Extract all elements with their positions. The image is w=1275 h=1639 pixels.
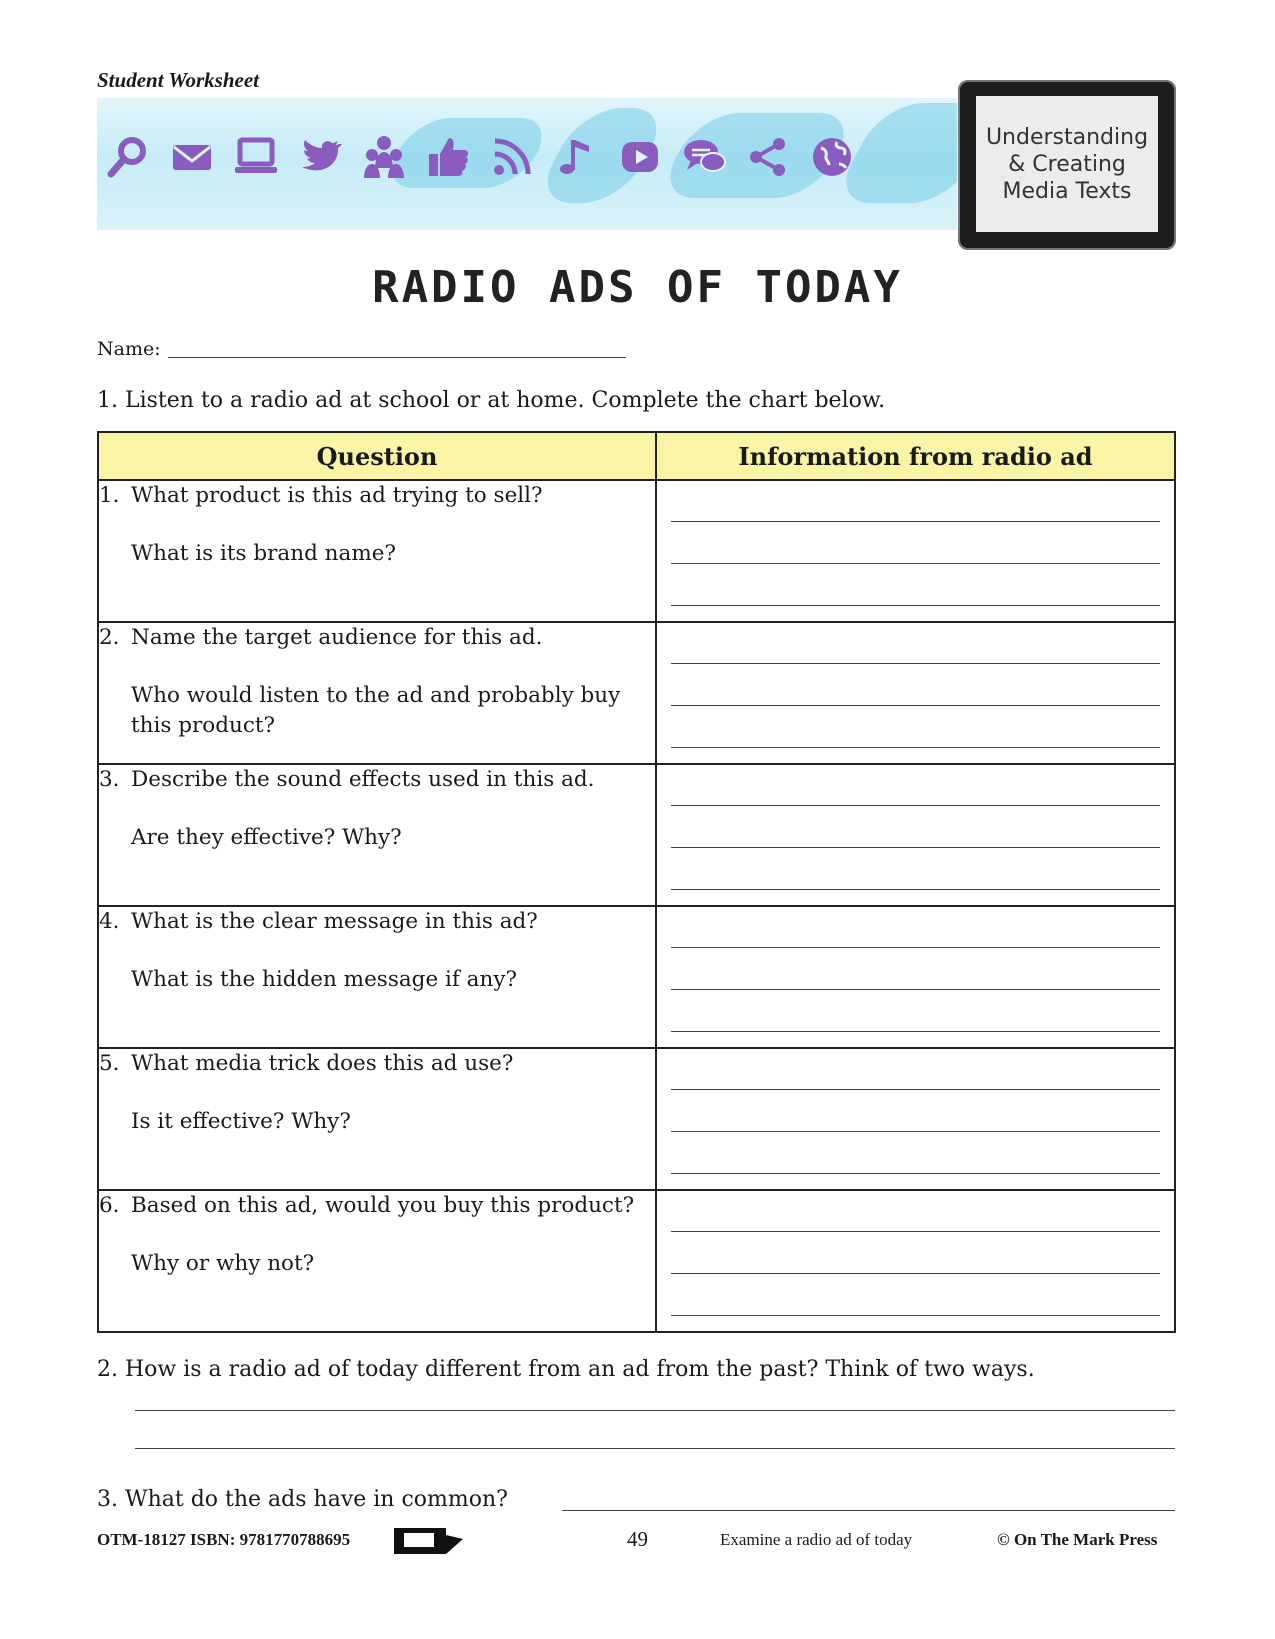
- answer-line[interactable]: [671, 847, 1160, 848]
- question-text: What media trick does this ad use?: [131, 1051, 514, 1076]
- tablet-line-1: Understanding: [985, 124, 1149, 150]
- table-row: [98, 906, 1175, 1048]
- question-subtext: What is its brand name?: [131, 541, 396, 566]
- answer-line[interactable]: [671, 663, 1160, 664]
- question-subtext: Are they effective? Why?: [131, 825, 402, 850]
- answer-line[interactable]: [671, 747, 1160, 748]
- answer-line[interactable]: [671, 521, 1160, 522]
- question-number: 2.: [99, 625, 120, 650]
- answer-cell[interactable]: [656, 480, 1175, 622]
- question-number: 1.: [99, 483, 120, 508]
- table-row: [98, 764, 1175, 906]
- tablet-line-3: Media Texts: [1002, 178, 1132, 204]
- question-number: 3.: [99, 767, 120, 792]
- table-row: [98, 480, 1175, 622]
- chart-header-row: [98, 432, 1175, 480]
- name-label: Name:: [97, 338, 161, 360]
- table-row: [98, 1190, 1175, 1332]
- question-number: 5.: [99, 1051, 120, 1076]
- page-title: RADIO ADS OF TODAY: [372, 262, 903, 313]
- thumbs-up-icon: [425, 134, 471, 180]
- answer-line[interactable]: [671, 605, 1160, 606]
- music-note-icon: [553, 134, 599, 180]
- question-1-prompt: 1. Listen to a radio ad at school or at home. Complete the chart below.: [97, 388, 886, 413]
- footer-topic: Examine a radio ad of today: [720, 1530, 913, 1549]
- media-icons-row: [105, 134, 855, 180]
- answer-line[interactable]: [671, 1089, 1160, 1090]
- group-icon: [361, 134, 407, 180]
- question-cell: [98, 764, 656, 906]
- table-row: [98, 1048, 1175, 1190]
- question-text: Name the target audience for this ad.: [131, 625, 543, 650]
- header-question: Question: [98, 432, 656, 480]
- chat-bubbles-icon: [681, 134, 727, 180]
- answer-line[interactable]: [671, 705, 1160, 706]
- tablet-badge: [958, 80, 1176, 250]
- globe-icon: [809, 134, 855, 180]
- question-cell: [98, 1048, 656, 1190]
- footer-code: OTM-18127 ISBN: 9781770788695: [97, 1530, 351, 1549]
- question-text: Based on this ad, would you buy this product?: [131, 1193, 635, 1218]
- answer-line[interactable]: [671, 1315, 1160, 1316]
- answer-line[interactable]: [671, 889, 1160, 890]
- answer-cell[interactable]: [656, 1048, 1175, 1190]
- answer-line[interactable]: [671, 1273, 1160, 1274]
- answer-cell[interactable]: [656, 622, 1175, 764]
- answer-line[interactable]: [671, 1131, 1160, 1132]
- footer-publisher: © On The Mark Press: [997, 1530, 1158, 1549]
- question-text: What product is this ad trying to sell?: [131, 483, 543, 508]
- tablet-line-2: & Creating: [1008, 151, 1126, 177]
- table-row: [98, 622, 1175, 764]
- question-cell: [98, 906, 656, 1048]
- answer-cell[interactable]: [656, 1190, 1175, 1332]
- question-subtext: Who would listen to the ad and probably buy this product?: [131, 683, 621, 738]
- answer-cell[interactable]: [656, 906, 1175, 1048]
- answer-cell[interactable]: [656, 764, 1175, 906]
- question-subtext: Why or why not?: [131, 1251, 315, 1276]
- tablet-logo-icon: [393, 1523, 465, 1557]
- question-cell: [98, 1190, 656, 1332]
- answer-line[interactable]: [562, 1510, 1175, 1511]
- twitter-bird-icon: [297, 134, 343, 180]
- header-banner: [97, 98, 957, 230]
- question-number: 6.: [99, 1193, 120, 1218]
- question-3-prompt: 3. What do the ads have in common?: [97, 1487, 508, 1512]
- page-number: 49: [627, 1527, 648, 1551]
- radio-ad-chart: [97, 431, 1176, 1333]
- answer-line[interactable]: [671, 1173, 1160, 1174]
- header-information: Information from radio ad: [656, 432, 1175, 480]
- mail-icon: [169, 134, 215, 180]
- answer-line[interactable]: [671, 947, 1160, 948]
- question-text: What is the clear message in this ad?: [131, 909, 538, 934]
- question-cell: [98, 480, 656, 622]
- question-number: 4.: [99, 909, 120, 934]
- tablet-screen: [976, 96, 1158, 232]
- answer-line[interactable]: [671, 989, 1160, 990]
- answer-line[interactable]: [135, 1448, 1175, 1449]
- question-text: Describe the sound effects used in this ad.: [131, 767, 595, 792]
- question-subtext: What is the hidden message if any?: [131, 967, 518, 992]
- name-field[interactable]: [168, 357, 626, 358]
- question-cell: [98, 622, 656, 764]
- share-icon: [745, 134, 791, 180]
- rss-icon: [489, 134, 535, 180]
- answer-line[interactable]: [671, 1031, 1160, 1032]
- question-subtext: Is it effective? Why?: [131, 1109, 351, 1134]
- answer-line[interactable]: [671, 805, 1160, 806]
- play-icon: [617, 134, 663, 180]
- answer-line[interactable]: [671, 1231, 1160, 1232]
- question-2-prompt: 2. How is a radio ad of today different from an ad from the past? Think of two ways.: [97, 1357, 1035, 1382]
- answer-line[interactable]: [671, 563, 1160, 564]
- search-icon: [105, 134, 151, 180]
- answer-line[interactable]: [135, 1410, 1175, 1411]
- laptop-icon: [233, 134, 279, 180]
- worksheet-label: Student Worksheet: [97, 68, 260, 92]
